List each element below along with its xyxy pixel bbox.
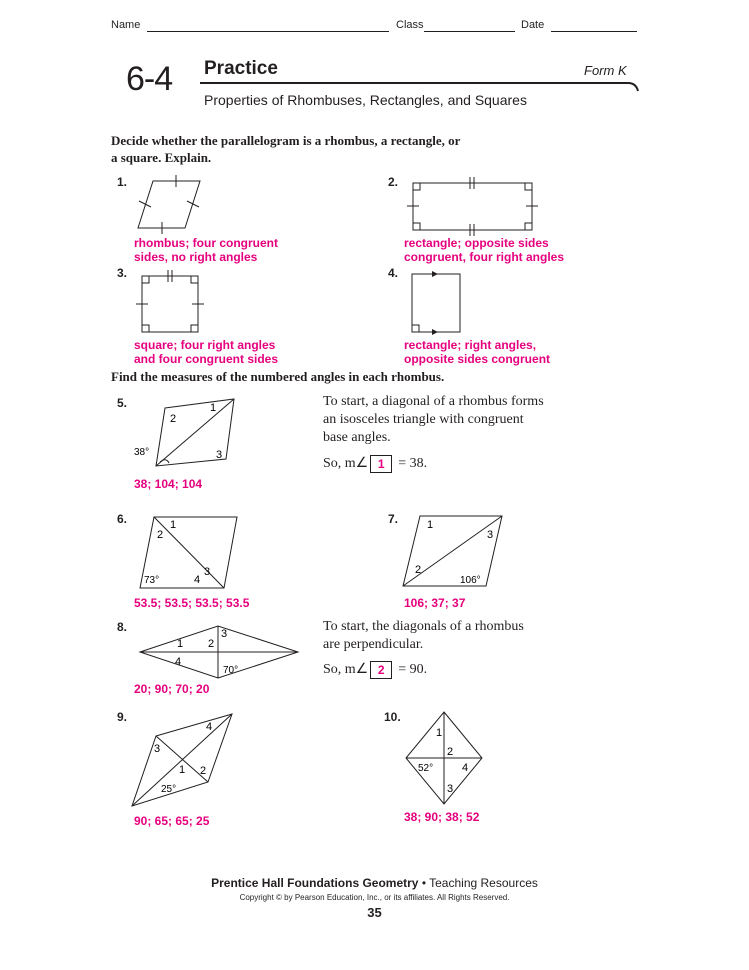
instruction-line: a square. Explain. <box>111 150 212 165</box>
answer-box-2[interactable]: 2 <box>370 661 392 679</box>
angle-label-1: 1 <box>427 519 434 531</box>
problem-5-rhombus <box>130 396 240 471</box>
lesson-number: 6-4 <box>126 60 173 98</box>
problem-8-answer: 20; 90; 70; 20 <box>134 682 210 696</box>
problem-1-number: 1. <box>117 175 128 189</box>
angle-label-2: 2 <box>415 564 422 576</box>
problem-3-square <box>134 268 206 336</box>
angle-label-3: 3 <box>216 449 223 461</box>
instruction-line: Decide whether the parallelogram is a rhombus, a rectangle, or <box>111 133 461 148</box>
so-suffix: = 38. <box>398 456 428 471</box>
page-number: 35 <box>367 905 382 920</box>
problem-2-answer <box>404 236 564 264</box>
name-line[interactable] <box>147 31 389 32</box>
problem-9-number: 9. <box>117 710 128 724</box>
angle-label-3: 3 <box>447 783 454 795</box>
answer-line: and four congruent sides <box>134 352 279 366</box>
problem-9-rhombus <box>128 710 238 810</box>
angle-label-4: 4 <box>206 721 213 733</box>
problem-5-hint <box>323 393 544 447</box>
problem-7-answer: 106; 37; 37 <box>404 596 466 610</box>
problem-2-rectangle <box>400 175 550 237</box>
so-prefix: So, m∠ <box>323 456 369 471</box>
page-title: Practice <box>204 58 278 79</box>
title-rule <box>200 78 640 92</box>
class-label: Class <box>396 19 424 31</box>
problem-8-number: 8. <box>117 620 128 634</box>
answer-line: sides, no right angles <box>134 250 258 264</box>
angle-label-2: 2 <box>170 413 177 425</box>
date-label: Date <box>521 19 545 31</box>
problem-9-answer: 90; 65; 65; 25 <box>134 814 210 828</box>
problem-4-answer <box>404 338 550 366</box>
hint-line: To start, the diagonals of a rhombus <box>323 619 524 634</box>
angle-label-2: 2 <box>157 529 164 541</box>
answer-line: opposite sides congruent <box>404 352 551 366</box>
section1-instruction <box>111 132 460 166</box>
answer-line: rhombus; four congruent <box>134 236 278 250</box>
problem-8-rhombus <box>134 620 304 684</box>
date-line[interactable] <box>551 31 637 32</box>
problem-2-number: 2. <box>388 175 399 189</box>
problem-8-so-line <box>323 661 427 679</box>
given-angle-label: 70° <box>223 665 239 676</box>
problem-6-answer: 53.5; 53.5; 53.5; 53.5 <box>134 596 250 610</box>
angle-label-3: 3 <box>221 628 228 640</box>
problem-10-rhombus <box>402 706 492 806</box>
so-prefix: So, m∠ <box>323 662 369 677</box>
problem-10-number: 10. <box>384 710 401 724</box>
class-line[interactable] <box>424 31 515 32</box>
problem-6-rhombus <box>134 512 246 592</box>
so-suffix: = 90. <box>398 662 428 677</box>
given-angle-label: 52° <box>418 763 434 774</box>
problem-4-rectangle <box>408 268 464 336</box>
angle-label-1: 1 <box>436 727 443 739</box>
answer-line: rectangle; opposite sides <box>404 236 549 250</box>
problem-3-answer <box>134 338 278 366</box>
angle-label-4: 4 <box>462 762 469 774</box>
problem-10-answer: 38; 90; 38; 52 <box>404 810 480 824</box>
problem-5-so-line <box>323 455 427 473</box>
problem-5-number: 5. <box>117 396 128 410</box>
form-label: Form K <box>584 63 627 78</box>
footer-book-rest: • Teaching Resources <box>418 876 538 890</box>
problem-4-number: 4. <box>388 266 399 280</box>
problem-1-answer <box>134 236 278 264</box>
footer-book-title: Prentice Hall Foundations Geometry <box>211 876 419 890</box>
angle-label-1: 1 <box>170 519 177 531</box>
problem-3-number: 3. <box>117 266 128 280</box>
answer-line: square; four right angles <box>134 338 276 352</box>
angle-label-3: 3 <box>487 529 494 541</box>
angle-label-4: 4 <box>194 574 201 586</box>
name-label: Name <box>111 19 141 31</box>
footer-book <box>0 876 749 890</box>
given-angle-label: 25° <box>161 784 177 795</box>
problem-1-rhombus <box>130 175 210 237</box>
angle-label-1: 1 <box>177 638 184 650</box>
angle-label-2: 2 <box>447 746 454 758</box>
answer-line: congruent, four right angles <box>404 250 565 264</box>
section2-instruction: Find the measures of the numbered angles in each rhombus. <box>111 369 445 384</box>
problem-7-rhombus <box>398 510 508 590</box>
angle-label-3: 3 <box>154 743 161 755</box>
given-angle-label: 38° <box>134 447 150 458</box>
hint-line: base angles. <box>323 430 391 445</box>
angle-label-2: 2 <box>208 638 215 650</box>
angle-label-1: 1 <box>179 764 186 776</box>
problem-8-hint <box>323 618 524 654</box>
footer-copyright: Copyright © by Pearson Education, Inc., or its affiliates. All Rights Reserved. <box>239 893 510 902</box>
answer-box-1[interactable]: 1 <box>370 455 392 473</box>
angle-label-3: 3 <box>204 566 211 578</box>
given-angle-label: 106° <box>460 575 481 586</box>
problem-6-number: 6. <box>117 512 128 526</box>
given-angle-label: 73° <box>144 575 160 586</box>
angle-label-2: 2 <box>200 765 207 777</box>
problem-7-number: 7. <box>388 512 399 526</box>
problem-5-answer: 38; 104; 104 <box>134 477 203 491</box>
hint-line: are perpendicular. <box>323 637 424 652</box>
angle-label-4: 4 <box>175 656 182 668</box>
answer-line: rectangle; right angles, <box>404 338 537 352</box>
hint-line: an isosceles triangle with congruent <box>323 412 524 427</box>
angle-label-1: 1 <box>210 402 217 414</box>
page-subtitle: Properties of Rhombuses, Rectangles, and Squares <box>204 92 527 108</box>
hint-line: To start, a diagonal of a rhombus forms <box>323 394 544 409</box>
